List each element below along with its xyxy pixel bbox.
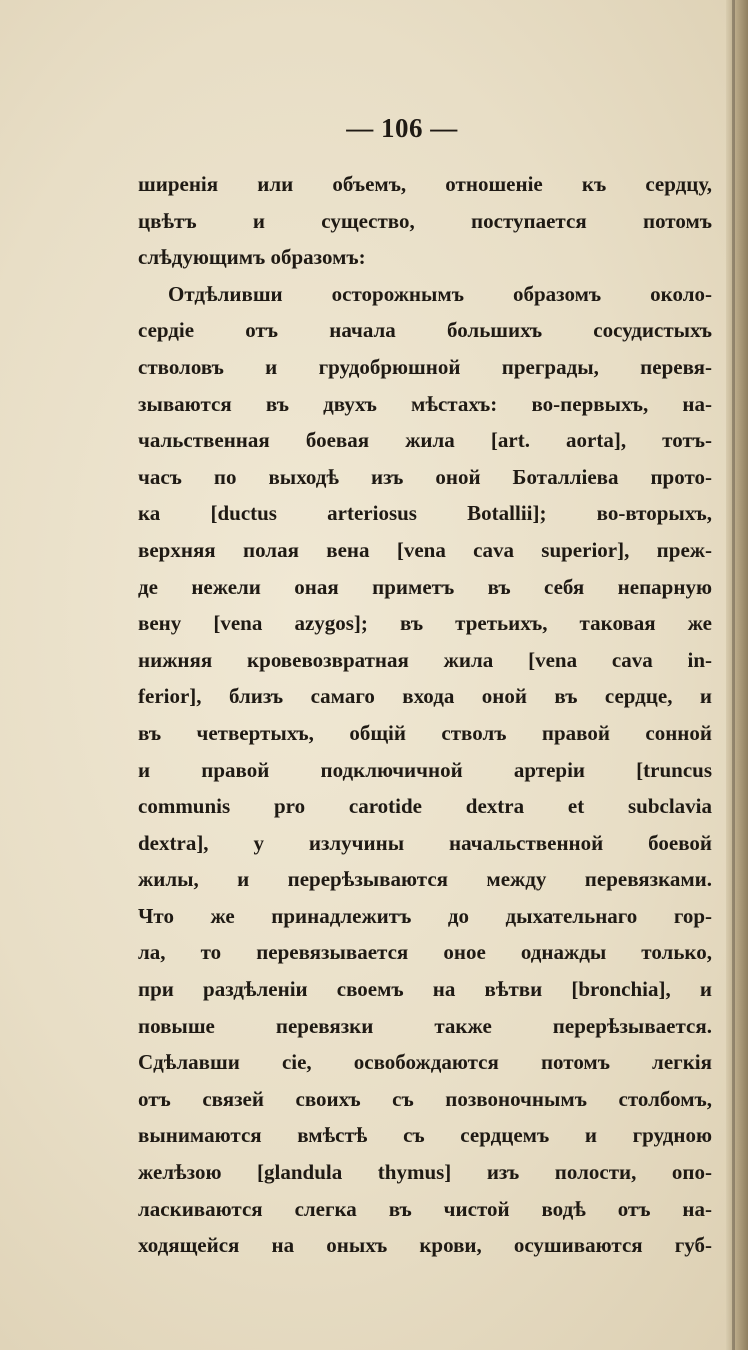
text-line: вену [vena azygos]; въ третьихъ, таковая же: [138, 611, 712, 636]
text-line: верхняя полая вена [vena cava superior], преж-: [138, 537, 712, 562]
text-line: при раздѣленіи своемъ на вѣтви [bronchia], и: [138, 977, 712, 1002]
text-line: въ четвертыхъ, общій стволъ правой сонной: [138, 720, 712, 745]
text-line: ferior], близъ самаго входа оной въ сердце, и: [138, 684, 712, 709]
text-line: цвѣтъ и существо, поступается потомъ: [138, 208, 712, 233]
text-line: де нежели оная приметъ въ себя непарную: [138, 574, 712, 599]
text-line: нижняя кровевозвратная жила [vena cava in-: [138, 647, 712, 672]
text-line: желѣзою [glandula thymus] изъ полости, опо-: [138, 1160, 712, 1185]
text-line: Отдѣливши осторожнымъ образомъ около-: [168, 281, 712, 306]
body-text: [138, 166, 712, 1264]
text-line: зываются въ двухъ мѣстахъ: во-первыхъ, на-: [138, 391, 712, 416]
text-line: слѣдующимъ образомъ:: [138, 245, 366, 270]
text-line: часъ по выходѣ изъ оной Боталліева прото-: [138, 464, 712, 489]
text-line: отъ связей своихъ съ позвоночнымъ столбомъ,: [138, 1086, 712, 1111]
text-line: вынимаются вмѣстѣ съ сердцемъ и грудною: [138, 1123, 712, 1148]
text-line: dextra], у излучины начальственной боевой: [138, 830, 712, 855]
text-line: ходящейся на оныхъ крови, осушиваются губ-: [138, 1233, 712, 1258]
text-line: Сдѣлавши сіе, освобождаются потомъ легкія: [138, 1050, 712, 1075]
text-line: ширенія или объемъ, отношеніе къ сердцу,: [138, 172, 712, 196]
page-number: — 106 —: [346, 113, 458, 143]
text-line: повыше перевязки также перерѣзывается.: [138, 1013, 712, 1038]
text-line: communis pro carotide dextra et subclavia: [138, 794, 712, 819]
text-line: сердіе отъ начала большихъ сосудистыхъ: [138, 318, 712, 343]
page-binding-edge: [726, 0, 748, 1350]
text-line: жилы, и перерѣзываются между перевязками.: [138, 867, 712, 892]
text-line: чальственная боевая жила [art. aorta], тотъ-: [138, 428, 712, 453]
text-line: и правой подключичной артеріи [truncus: [138, 757, 712, 782]
text-line: Что же принадлежитъ до дыхательнаго гор-: [138, 903, 712, 928]
text-line: ла, то перевязывается оное однажды только,: [138, 940, 712, 965]
text-line: ка [ductus arteriosus Botallii]; во-вторыхъ,: [138, 501, 712, 526]
text-line: стволовъ и грудобрюшной преграды, перевя-: [138, 354, 712, 379]
text-line: ласкиваются слегка въ чистой водѣ отъ на-: [138, 1196, 712, 1221]
